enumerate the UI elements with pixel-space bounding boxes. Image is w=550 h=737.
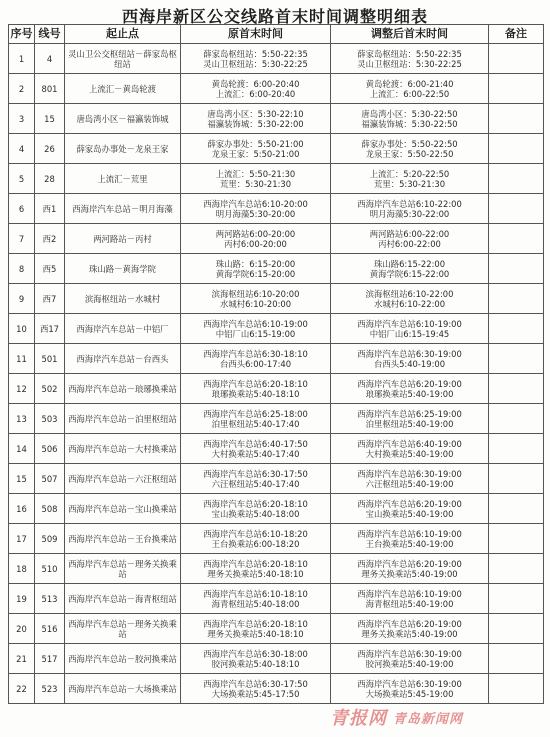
original-time-line: 丙村6:00-20:00: [224, 238, 287, 249]
note: [489, 194, 544, 224]
note: [489, 224, 544, 254]
line-number: 502: [35, 374, 65, 404]
original-times: [181, 674, 331, 704]
original-time-line: 西海岸汽车总站6:20-18:10: [203, 498, 308, 509]
adjusted-times: [331, 644, 489, 674]
note: [489, 44, 544, 74]
route-endpoints: 珠山路－黄海学院: [65, 254, 181, 284]
original-time-line: 珠山路：6:15-20:00: [215, 258, 296, 269]
original-time-line: 大村换乘站5:40-17:40: [211, 448, 300, 459]
table-row: [9, 344, 544, 374]
note: [489, 134, 544, 164]
header-note: 备注: [489, 25, 544, 44]
original-time-line: 薛家办事处：5:50-21:00: [207, 138, 304, 149]
adjusted-time-line: 珠山路6:15-22:00: [373, 258, 446, 269]
note: [489, 344, 544, 374]
route-endpoints: 薛家岛办事处－龙泉王家: [65, 134, 181, 164]
adjusted-time-line: 琅琊换乘站5:40-19:00: [365, 388, 454, 399]
original-time-line: 理务关换乘站5:40-18:10: [207, 568, 304, 579]
note: [489, 524, 544, 554]
route-endpoints: 西海岸汽车总站－理务关换乘站: [65, 554, 181, 584]
table-row: [9, 404, 544, 434]
row-number: 6: [9, 194, 35, 224]
original-time-line: 中铝厂山6:15-19:00: [215, 328, 296, 339]
table-row: [9, 164, 544, 194]
original-times: [181, 164, 331, 194]
original-time-line: 西海岸汽车总站6:25-18:00: [203, 408, 308, 419]
original-times: [181, 494, 331, 524]
header-route: 起止点: [65, 25, 181, 44]
table-row: [9, 464, 544, 494]
row-number: 18: [9, 554, 35, 584]
note: [489, 674, 544, 704]
adjusted-time-line: 黄海学院6:15-22:00: [369, 268, 450, 279]
row-number: 16: [9, 494, 35, 524]
row-number: 20: [9, 614, 35, 644]
schedule-table: [8, 24, 544, 704]
line-number: 510: [35, 554, 65, 584]
adjusted-times: [331, 494, 489, 524]
adjusted-times: [331, 344, 489, 374]
row-number: 17: [9, 524, 35, 554]
original-times: [181, 524, 331, 554]
adjusted-time-line: 上流汇：6:00-22:50: [369, 88, 450, 99]
row-number: 19: [9, 584, 35, 614]
line-number: 西7: [35, 284, 65, 314]
table-row: [9, 374, 544, 404]
row-number: 10: [9, 314, 35, 344]
route-endpoints: 西海岸汽车总站－中铝厂: [65, 314, 181, 344]
table-row: [9, 434, 544, 464]
adjusted-time-line: 泊里枢纽站5:40-19:00: [365, 418, 454, 429]
table-row: [9, 224, 544, 254]
adjusted-time-line: 宝山换乘站5:40-19:00: [365, 508, 454, 519]
route-endpoints: 灵山卫公交枢纽站－薛家岛枢纽站: [65, 44, 181, 74]
watermark: [330, 700, 545, 734]
original-time-line: 西海岸汽车总站6:30-17:50: [203, 678, 308, 689]
adjusted-time-line: 西海岸汽车总站6:10-19:00: [357, 588, 462, 599]
route-endpoints: 西海岸汽车总站－大场换乘站: [65, 674, 181, 704]
original-time-line: 西海岸汽车总站6:20-18:10: [203, 378, 308, 389]
row-number: 14: [9, 434, 35, 464]
original-times: [181, 224, 331, 254]
line-number: 506: [35, 434, 65, 464]
original-time-line: 两河路站6:00-20:00: [215, 228, 296, 239]
original-time-line: 明月海藻5:30-20:00: [215, 208, 296, 219]
adjusted-time-line: 龙泉王家：5:50-22:50: [365, 148, 454, 159]
original-times: [181, 284, 331, 314]
document-title: 西海岸新区公交线路首末时间调整明细表: [121, 7, 428, 26]
adjusted-time-line: 两河路站6:00-22:00: [369, 228, 450, 239]
table-body: [9, 44, 544, 704]
row-number: 3: [9, 104, 35, 134]
adjusted-time-line: 西海岸汽车总站6:30-19:00: [357, 468, 462, 479]
adjusted-times: [331, 584, 489, 614]
adjusted-times: [331, 314, 489, 344]
adjusted-time-line: 黄岛轮渡：6:00-21:40: [365, 78, 454, 89]
note: [489, 254, 544, 284]
original-times: [181, 254, 331, 284]
table-row: [9, 194, 544, 224]
note: [489, 404, 544, 434]
original-time-line: 六汪枢纽站5:40-17:40: [211, 478, 300, 489]
line-number: 523: [35, 674, 65, 704]
original-time-line: 薛家岛枢纽站：5:50-22:35: [203, 48, 308, 59]
route-endpoints: 西海岸汽车总站－大村换乘站: [65, 434, 181, 464]
adjusted-time-line: 台西头5:40-19:00: [373, 358, 446, 369]
adjusted-times: [331, 74, 489, 104]
line-number: 西17: [35, 314, 65, 344]
adjusted-time-line: 西海岸汽车总站6:10-19:00: [357, 318, 462, 329]
original-time-line: 胶河换乘站5:40-18:10: [211, 658, 300, 669]
header-row: [9, 25, 544, 44]
table-row: [9, 524, 544, 554]
note: [489, 104, 544, 134]
line-number: 508: [35, 494, 65, 524]
adjusted-times: [331, 554, 489, 584]
route-endpoints: 西海岸汽车总站－琅琊换乘站: [65, 374, 181, 404]
adjusted-time-line: 西海岸汽车总站6:10-19:00: [357, 528, 462, 539]
route-endpoints: 上流汇－黄岛轮渡: [65, 74, 181, 104]
original-time-line: 泊里枢纽站5:40-17:40: [211, 418, 300, 429]
original-times: [181, 404, 331, 434]
adjusted-time-line: 滨海枢纽站6:10-22:00: [365, 288, 454, 299]
line-number: 801: [35, 74, 65, 104]
table-row: [9, 584, 544, 614]
note: [489, 74, 544, 104]
original-times: [181, 464, 331, 494]
line-number: 507: [35, 464, 65, 494]
row-number: 8: [9, 254, 35, 284]
original-time-line: 大场换乘站5:45-17:50: [211, 688, 300, 699]
adjusted-times: [331, 164, 489, 194]
adjusted-time-line: 唐岛湾小区：5:30-22:50: [361, 108, 458, 119]
original-times: [181, 434, 331, 464]
original-time-line: 台西头6:00-17:40: [219, 358, 292, 369]
note: [489, 644, 544, 674]
original-times: [181, 194, 331, 224]
adjusted-time-line: 西海岸汽车总站6:30-19:00: [357, 678, 462, 689]
route-endpoints: 西海岸汽车总站－六汪枢纽站: [65, 464, 181, 494]
original-time-line: 龙泉王家：5:50-21:00: [211, 148, 300, 159]
original-time-line: 西海岸汽车总站6:30-18:00: [203, 648, 308, 659]
adjusted-times: [331, 404, 489, 434]
original-time-line: 上流汇：6:00-20:40: [215, 88, 296, 99]
line-number: 513: [35, 584, 65, 614]
route-endpoints: 西海岸汽车总站－明月海藻: [65, 194, 181, 224]
adjusted-time-line: 大场换乘站5:45-19:00: [365, 688, 454, 699]
original-time-line: 宝山换乘站5:40-18:00: [211, 508, 300, 519]
adjusted-time-line: 理务关换乘站5:40-19:00: [361, 628, 458, 639]
adjusted-times: [331, 254, 489, 284]
line-number: 509: [35, 524, 65, 554]
adjusted-time-line: 六汪枢纽站5:40-19:00: [365, 478, 454, 489]
table-row: [9, 674, 544, 704]
adjusted-time-line: 灵山卫枢纽站：5:30-22:25: [357, 58, 462, 69]
adjusted-time-line: 西海岸汽车总站6:20-19:00: [357, 618, 462, 629]
line-number: 516: [35, 614, 65, 644]
row-number: 21: [9, 644, 35, 674]
note: [489, 164, 544, 194]
row-number: 11: [9, 344, 35, 374]
adjusted-times: [331, 284, 489, 314]
original-time-line: 西海岸汽车总站6:10-20:00: [203, 198, 308, 209]
original-time-line: 西海岸汽车总站6:10-19:00: [203, 318, 308, 329]
table-row: [9, 104, 544, 134]
adjusted-times: [331, 194, 489, 224]
table-row: [9, 314, 544, 344]
adjusted-time-line: 福瀛装饰城：5:30-22:50: [361, 118, 458, 129]
line-number: 26: [35, 134, 65, 164]
original-times: [181, 134, 331, 164]
adjusted-time-line: 西海岸汽车总站6:40-19:00: [357, 438, 462, 449]
original-time-line: 唐岛湾小区：5:30-22:10: [207, 108, 304, 119]
original-times: [181, 314, 331, 344]
original-time-line: 灵山卫枢纽站：5:30-22:25: [203, 58, 308, 69]
row-number: 7: [9, 224, 35, 254]
table-row: [9, 254, 544, 284]
adjusted-time-line: 大村换乘站5:40-19:00: [365, 448, 454, 459]
adjusted-time-line: 海青枢纽站5:40-19:00: [365, 598, 454, 609]
note: [489, 374, 544, 404]
original-time-line: 海青枢纽站5:40-18:00: [211, 598, 300, 609]
route-endpoints: 西海岸汽车总站－台西头: [65, 344, 181, 374]
table-row: [9, 134, 544, 164]
adjusted-time-line: 西海岸汽车总站6:10-22:00: [357, 198, 462, 209]
original-time-line: 黄岛轮渡：6:00-20:40: [211, 78, 300, 89]
header-no: 序号: [9, 25, 35, 44]
route-endpoints: 西海岸汽车总站－王台换乘站: [65, 524, 181, 554]
adjusted-time-line: 薛家办事处：5:50-22:50: [361, 138, 458, 149]
adjusted-times: [331, 464, 489, 494]
header-original-times: 原首末时间: [181, 25, 331, 44]
route-endpoints: 滨海枢纽站－水城村: [65, 284, 181, 314]
original-time-line: 滨海枢纽站6:10-20:00: [211, 288, 300, 299]
adjusted-time-line: 上流汇：5:20-22:50: [369, 168, 450, 179]
line-number: 28: [35, 164, 65, 194]
note: [489, 284, 544, 314]
adjusted-time-line: 西海岸汽车总站6:30-19:00: [357, 348, 462, 359]
header-line: 线号: [35, 25, 65, 44]
adjusted-time-line: 中铝厂山6:15-19:45: [369, 328, 450, 339]
original-times: [181, 104, 331, 134]
line-number: 501: [35, 344, 65, 374]
adjusted-time-line: 西海岸汽车总站6:25-19:00: [357, 408, 462, 419]
adjusted-time-line: 西海岸汽车总站6:20-19:00: [357, 558, 462, 569]
original-times: [181, 74, 331, 104]
note: [489, 554, 544, 584]
adjusted-time-line: 西海岸汽车总站6:20-19:00: [357, 498, 462, 509]
route-endpoints: 西海岸汽车总站－海青枢纽站: [65, 584, 181, 614]
route-endpoints: 西海岸汽车总站－宝山换乘站: [65, 494, 181, 524]
adjusted-times: [331, 44, 489, 74]
adjusted-times: [331, 524, 489, 554]
adjusted-times: [331, 674, 489, 704]
line-number: 西1: [35, 194, 65, 224]
original-times: [181, 584, 331, 614]
table-row: [9, 494, 544, 524]
route-endpoints: 西海岸汽车总站－胶河换乘站: [65, 644, 181, 674]
table-row: [9, 284, 544, 314]
original-time-line: 福瀛装饰城：5:30-22:00: [207, 118, 304, 129]
route-endpoints: 两河路站－丙村: [65, 224, 181, 254]
note: [489, 614, 544, 644]
original-time-line: 荒里：5:30-21:30: [219, 178, 292, 189]
table-row: [9, 554, 544, 584]
adjusted-time-line: 西海岸汽车总站6:30-19:00: [357, 648, 462, 659]
original-times: [181, 614, 331, 644]
adjusted-time-line: 西海岸汽车总站6:20-19:00: [357, 378, 462, 389]
note: [489, 584, 544, 614]
original-times: [181, 374, 331, 404]
note: [489, 314, 544, 344]
original-time-line: 水城村6:10-20:00: [219, 298, 292, 309]
row-number: 13: [9, 404, 35, 434]
row-number: 4: [9, 134, 35, 164]
original-times: [181, 44, 331, 74]
adjusted-time-line: 丙村6:00-22:00: [378, 238, 441, 249]
line-number: 西5: [35, 254, 65, 284]
original-time-line: 西海岸汽车总站6:30-17:50: [203, 468, 308, 479]
note: [489, 434, 544, 464]
original-time-line: 琅琊换乘站5:40-18:10: [211, 388, 300, 399]
route-endpoints: 西海岸汽车总站－理务关换乘站: [65, 614, 181, 644]
original-time-line: 西海岸汽车总站6:20-18:10: [203, 618, 308, 629]
original-time-line: 理务关换乘站5:40-18:10: [207, 628, 304, 639]
row-number: 9: [9, 284, 35, 314]
adjusted-time-line: 薛家岛枢纽站：5:50-22:35: [357, 48, 462, 59]
route-endpoints: 唐岛湾小区－福瀛装饰城: [65, 104, 181, 134]
adjusted-times: [331, 374, 489, 404]
adjusted-times: [331, 614, 489, 644]
original-time-line: 西海岸汽车总站6:10-18:20: [203, 528, 308, 539]
original-time-line: 西海岸汽车总站6:10-18:10: [203, 588, 308, 599]
original-time-line: 黄海学院6:15-20:00: [215, 268, 296, 279]
line-number: 503: [35, 404, 65, 434]
line-number: 西2: [35, 224, 65, 254]
adjusted-time-line: 水城村6:10-22:00: [373, 298, 446, 309]
line-number: 4: [35, 44, 65, 74]
watermark-logo: 青报网: [330, 708, 387, 729]
original-times: [181, 344, 331, 374]
table-row: [9, 44, 544, 74]
original-times: [181, 644, 331, 674]
line-number: 15: [35, 104, 65, 134]
adjusted-time-line: 明月海藻5:30-22:00: [369, 208, 450, 219]
original-time-line: 上流汇：5:50-21:30: [215, 168, 296, 179]
row-number: 22: [9, 674, 35, 704]
original-time-line: 西海岸汽车总站6:40-17:50: [203, 438, 308, 449]
adjusted-times: [331, 224, 489, 254]
adjusted-time-line: 理务关换乘站5:40-19:00: [361, 568, 458, 579]
original-times: [181, 554, 331, 584]
original-time-line: 西海岸汽车总站6:30-18:10: [203, 348, 308, 359]
route-endpoints: 西海岸汽车总站－泊里枢纽站: [65, 404, 181, 434]
original-time-line: 王台换乘站6:00-18:20: [211, 538, 300, 549]
row-number: 5: [9, 164, 35, 194]
row-number: 1: [9, 44, 35, 74]
table-row: [9, 74, 544, 104]
note: [489, 464, 544, 494]
note: [489, 494, 544, 524]
row-number: 15: [9, 464, 35, 494]
adjusted-time-line: 胶河换乘站5:40-19:00: [365, 658, 454, 669]
adjusted-times: [331, 434, 489, 464]
adjusted-times: [331, 104, 489, 134]
route-endpoints: 上流汇－荒里: [65, 164, 181, 194]
watermark-site: 青岛新闻网: [393, 711, 464, 727]
table-row: [9, 644, 544, 674]
adjusted-time-line: 王台换乘站5:40-19:00: [365, 538, 454, 549]
adjusted-times: [331, 134, 489, 164]
adjusted-time-line: 荒里：5:30-21:30: [373, 178, 446, 189]
original-time-line: 西海岸汽车总站6:20-18:10: [203, 558, 308, 569]
header-adjusted-times: 调整后首末时间: [331, 25, 489, 44]
row-number: 2: [9, 74, 35, 104]
table-row: [9, 614, 544, 644]
row-number: 12: [9, 374, 35, 404]
line-number: 517: [35, 644, 65, 674]
